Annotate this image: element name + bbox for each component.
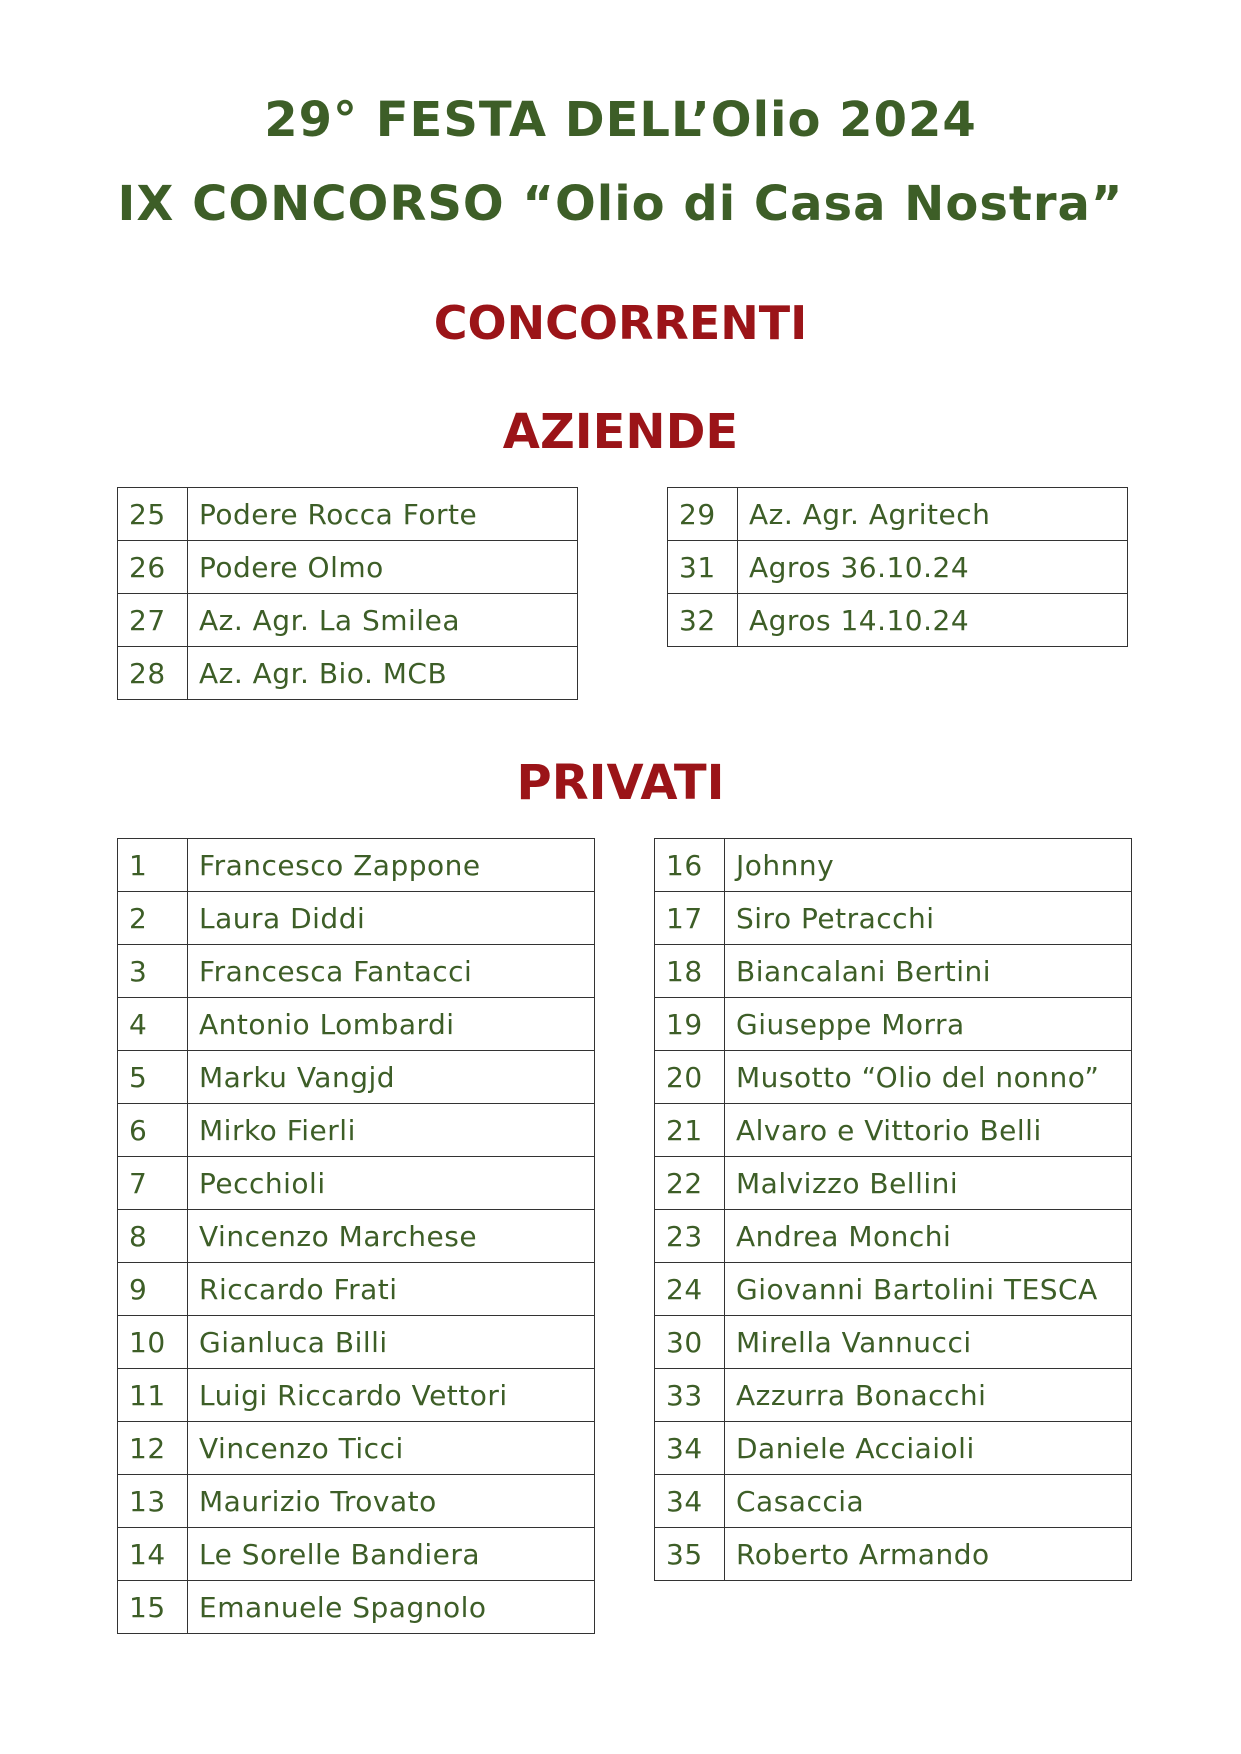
table-row xyxy=(118,1210,595,1263)
entry-name: Mirella Vannucci xyxy=(725,1316,1132,1369)
entry-name: Giovanni Bartolini TESCA xyxy=(725,1263,1132,1316)
table-row xyxy=(655,1263,1132,1316)
entry-name: Maurizio Trovato xyxy=(188,1475,595,1528)
entry-name: Luigi Riccardo Vettori xyxy=(188,1369,595,1422)
table-row xyxy=(118,945,595,998)
table-row xyxy=(655,1157,1132,1210)
table-row xyxy=(118,1528,595,1581)
entry-number: 32 xyxy=(668,594,738,647)
table-row xyxy=(118,1104,595,1157)
entry-name: Giuseppe Morra xyxy=(725,998,1132,1051)
entry-name: Le Sorelle Bandiera xyxy=(188,1528,595,1581)
entry-name: Andrea Monchi xyxy=(725,1210,1132,1263)
entry-name: Roberto Armando xyxy=(725,1528,1132,1581)
entry-number: 10 xyxy=(118,1316,188,1369)
entry-number: 23 xyxy=(655,1210,725,1263)
table-row xyxy=(118,1475,595,1528)
entry-number: 4 xyxy=(118,998,188,1051)
entry-number: 34 xyxy=(655,1475,725,1528)
entry-number: 6 xyxy=(118,1104,188,1157)
entry-name: Daniele Acciaioli xyxy=(725,1422,1132,1475)
table-row xyxy=(655,1104,1132,1157)
table-row xyxy=(118,1369,595,1422)
table-row xyxy=(668,488,1128,541)
entry-name: Vincenzo Marchese xyxy=(188,1210,595,1263)
entry-name: Vincenzo Ticci xyxy=(188,1422,595,1475)
aziende-heading: AZIENDE xyxy=(502,404,739,460)
entry-number: 27 xyxy=(118,594,188,647)
entry-number: 29 xyxy=(668,488,738,541)
entry-name: Biancalani Bertini xyxy=(725,945,1132,998)
aziende-table-right xyxy=(667,487,1128,647)
table-row xyxy=(655,1422,1132,1475)
entry-number: 35 xyxy=(655,1528,725,1581)
entry-number: 22 xyxy=(655,1157,725,1210)
entry-name: Pecchioli xyxy=(188,1157,595,1210)
entry-number: 15 xyxy=(118,1581,188,1634)
table-row xyxy=(118,1157,595,1210)
entry-name: Az. Agr. La Smilea xyxy=(188,594,578,647)
table-row xyxy=(655,839,1132,892)
privati-table-right xyxy=(654,838,1132,1581)
title-line-1: 29° FESTA DELL’Olio 2024 xyxy=(264,92,977,148)
entry-number: 12 xyxy=(118,1422,188,1475)
table-row xyxy=(655,1316,1132,1369)
entry-number: 18 xyxy=(655,945,725,998)
entry-name: Agros 14.10.24 xyxy=(738,594,1128,647)
entry-number: 33 xyxy=(655,1369,725,1422)
entry-name: Laura Diddi xyxy=(188,892,595,945)
privati-table-left xyxy=(117,838,595,1634)
entry-number: 14 xyxy=(118,1528,188,1581)
privati-heading: PRIVATI xyxy=(516,755,725,811)
entry-name: Agros 36.10.24 xyxy=(738,541,1128,594)
entry-number: 26 xyxy=(118,541,188,594)
entry-name: Podere Rocca Forte xyxy=(188,488,578,541)
entry-number: 34 xyxy=(655,1422,725,1475)
table-row xyxy=(118,1316,595,1369)
entry-number: 21 xyxy=(655,1104,725,1157)
entry-name: Francesca Fantacci xyxy=(188,945,595,998)
entry-name: Malvizzo Bellini xyxy=(725,1157,1132,1210)
table-row xyxy=(655,998,1132,1051)
table-row xyxy=(655,1210,1132,1263)
table-row xyxy=(118,541,578,594)
entry-number: 31 xyxy=(668,541,738,594)
entry-number: 1 xyxy=(118,839,188,892)
table-row xyxy=(118,892,595,945)
table-row xyxy=(655,892,1132,945)
entry-name: Johnny xyxy=(725,839,1132,892)
table-row xyxy=(118,488,578,541)
entry-number: 9 xyxy=(118,1263,188,1316)
entry-name: Azzurra Bonacchi xyxy=(725,1369,1132,1422)
entry-number: 8 xyxy=(118,1210,188,1263)
entry-name: Mirko Fierli xyxy=(188,1104,595,1157)
entry-number: 19 xyxy=(655,998,725,1051)
title-line-2: IX CONCORSO “Olio di Casa Nostra” xyxy=(117,176,1124,232)
table-row xyxy=(118,647,578,700)
entry-number: 7 xyxy=(118,1157,188,1210)
entry-name: Emanuele Spagnolo xyxy=(188,1581,595,1634)
entry-name: Gianluca Billi xyxy=(188,1316,595,1369)
table-row xyxy=(655,945,1132,998)
entry-number: 13 xyxy=(118,1475,188,1528)
table-row xyxy=(118,594,578,647)
entry-number: 11 xyxy=(118,1369,188,1422)
table-row xyxy=(655,1051,1132,1104)
entry-number: 24 xyxy=(655,1263,725,1316)
entry-name: Alvaro e Vittorio Belli xyxy=(725,1104,1132,1157)
entry-number: 20 xyxy=(655,1051,725,1104)
entry-number: 16 xyxy=(655,839,725,892)
entry-name: Marku Vangjd xyxy=(188,1051,595,1104)
table-row xyxy=(655,1369,1132,1422)
entry-name: Az. Agr. Agritech xyxy=(738,488,1128,541)
table-row xyxy=(118,1581,595,1634)
table-row xyxy=(655,1475,1132,1528)
entry-number: 25 xyxy=(118,488,188,541)
entry-number: 5 xyxy=(118,1051,188,1104)
entry-name: Casaccia xyxy=(725,1475,1132,1528)
aziende-table-left xyxy=(117,487,578,700)
table-row xyxy=(118,1051,595,1104)
entry-number: 28 xyxy=(118,647,188,700)
table-row xyxy=(118,839,595,892)
entry-number: 17 xyxy=(655,892,725,945)
table-row xyxy=(118,1422,595,1475)
entry-name: Musotto “Olio del nonno” xyxy=(725,1051,1132,1104)
table-row xyxy=(668,594,1128,647)
entry-name: Podere Olmo xyxy=(188,541,578,594)
entry-number: 30 xyxy=(655,1316,725,1369)
table-row xyxy=(655,1528,1132,1581)
entry-name: Francesco Zappone xyxy=(188,839,595,892)
entry-name: Riccardo Frati xyxy=(188,1263,595,1316)
concorrenti-heading: CONCORRENTI xyxy=(433,296,808,350)
entry-name: Siro Petracchi xyxy=(725,892,1132,945)
entry-number: 2 xyxy=(118,892,188,945)
entry-number: 3 xyxy=(118,945,188,998)
entry-name: Az. Agr. Bio. MCB xyxy=(188,647,578,700)
table-row xyxy=(118,1263,595,1316)
entry-name: Antonio Lombardi xyxy=(188,998,595,1051)
table-row xyxy=(118,998,595,1051)
table-row xyxy=(668,541,1128,594)
